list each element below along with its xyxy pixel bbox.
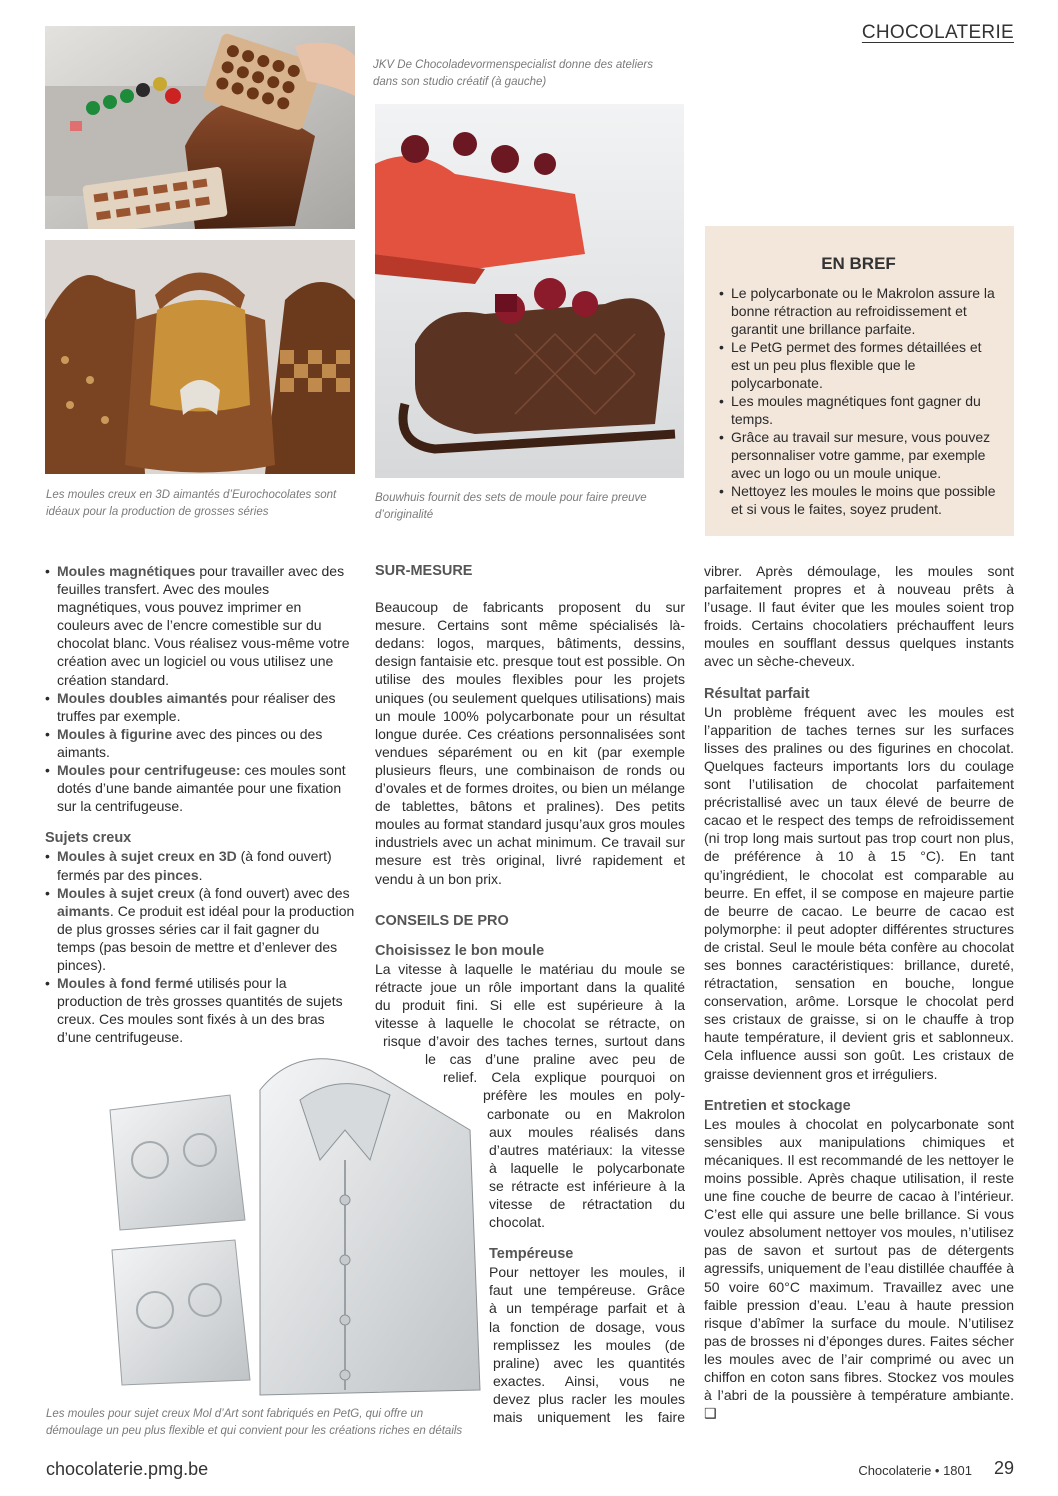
paragraph-intro: vibrer. Après démoulage, les moules sont parfaitement propres et à nouveau prêts à l’usage. Il faut éviter que les moules soient trop froids. Certains chocolatiers préchauffent leurs moules en soufflant dessus quelques instants avec un sèche-cheveux. xyxy=(704,563,1014,670)
summary-item: • Le PetG permet des formes détaillées et est un peu plus flexible que le polycarbonate. xyxy=(719,338,998,392)
photo-chocolate-handbags xyxy=(45,240,355,474)
summary-list xyxy=(719,284,998,518)
summary-item: • Grâce au travail sur mesure, vous pouvez personnaliser votre gamme, par exemple avec un logo ou un moule unique. xyxy=(719,428,998,482)
summary-item: • Le polycarbonate ou le Makrolon assure la bonne rétraction au refroidissement et garantit une brillance parfaite. xyxy=(719,284,998,338)
mold-types-list xyxy=(45,562,355,815)
list-item: • Moules doubles aimantés pour réaliser des truffes par exemple. xyxy=(45,689,355,725)
sleighs-illustration xyxy=(375,104,684,478)
caption-bouwhuis: Bouwhuis fournit des sets de moule pour faire preuve d’originalité xyxy=(375,492,647,521)
list-item: • Moules pour centrifugeuse: ces moules sont dotés d’une bande aimantée pour une fixation sur la centrifugeuse. xyxy=(45,761,355,815)
list-item: • Moules magnétiques pour travailler avec des feuilles transfert. Avec des moules magnétiques, vous pouvez imprimer en couleurs avec de l’encre comestible sur du chocolat blanc. Vous réalisez vous-même votre création avec un logiciel ou vous utilisez une création standard. xyxy=(45,562,355,689)
paragraph-sur-mesure: Beaucoup de fabricants proposent du sur mesure. Certains sont même spécialisés là-dedans: logos, marques, bâtiments, dessins, design fantaisie etc. presque tout est possible. On utilise des moules flexibles pour les projets uniques (ou seulement quelques utilisations) mais un moule 100% polycarbonate pour un résultat longue durée. Ces créations personnalisées sont vendues séparément ou en kit (par exemple plusieurs fleurs, une combinaison de ronds ou d’ovales et de formes droites, ou bien un mélange de tablettes, bâtons et pralines). Des petits moules au format standard jusqu’aux gros moules industriels avec un achat minimum. Ce travail sur mesure est très original, livré rapidement et vendu à un bon prix. xyxy=(375,599,685,887)
list-item: • Moules à sujet creux (à fond ouvert) avec des aimants. Ce produit est idéal pour la production de plus grosses séries car il fait gagner du temps (pas besoin de mettre et d’enlever des pinces). xyxy=(45,884,355,974)
machine-illustration xyxy=(45,26,355,229)
column-3 xyxy=(704,562,1014,1422)
subheading-tempereuse: Tempéreuse xyxy=(489,1246,574,1263)
subheading-sujets-creux: Sujets creux xyxy=(45,830,132,847)
summary-item: • Les moules magnétiques font gagner du temps. xyxy=(719,392,998,428)
paragraph-entretien: Les moules à chocolat en polycarbonate sont sensibles aux manipulations chimiques et mécaniques. Il est recommandé de les nettoyer le moins possible. Après chaque utilisation, il reste une fine couche de beurre de cacao à l’intérieur. C’est elle qui assure une belle brillance. Si vous voulez absolument nettoyer vos moules, n’utilisez pas de savon et surtout pas de détergents agressifs, uniquement de l’eau distillée chauffée à 50 voire 60°C maximum. Travaillez avec une faible pression d’eau. L’eau à haute pression risque d’abîmer la surface du moule. N’utilisez pas de brosses ni d’éponges dures. Faites sécher les moules avec de l’air comprimé ou avec un chiffon en coton sans fibres. Stockez vos moules à l’abri de la poussière à température ambiante. ❑ xyxy=(704,1115,1014,1422)
footer-issue: Chocolaterie • 1801 xyxy=(858,1463,972,1478)
hollow-molds-list xyxy=(45,847,355,1046)
heading-sur-mesure: SUR-MESURE xyxy=(375,563,473,579)
column-1 xyxy=(45,562,355,1046)
paragraph-resultat: Un problème fréquent avec les moules est l’apparition de taches ternes sur les surfaces lisses des pralines ou des figurines en chocolat. Quelques facteurs importants lors du coulage sont l’utilisation de chocolat parfaitement précristallisé avec un taux élevé de beurre de cacao et le respect des temps de refroidissement (ni trop long mais surtout pas trop court non plus, de préférence à 10 à 15 °C). En tant qu’ingrédient, le chocolat est comparable au beurre. En effet, il se compose en majeure partie de beurre de cacao. Le beurre de cacao est polymorphe: il peut adopter différentes structures de cristal. Seul le moule béta confère au chocolat ses bonnes caractéristiques: brillance, dureté, rétractation, sensation en bouche, longue conservation, arôme. Lorsque le chocolat perd ses cristaux de graisse, si on le chauffe à trop haute température, il devient gris et sablonneux. Cela influence aussi son goût. Les cristaux de graisse deviennent gros et irréguliers. xyxy=(704,703,1014,1082)
summary-box xyxy=(705,226,1014,536)
paragraph-choisissez: La vitesse à laquelle le matériau du moule se rétracte joue un rôle important dans la qualité du produit fini. Si elle est supérieure à la vitesse à laquelle le chocolat se rétracte, on risque d’avoir des taches ternes, surtout dans le cas d’une praline avec peu de relief. Cela explique pourquoi on préfère les moules en poly- carbonate ou en Makrolon aux moules réalisés dans d’autres matériaux: la vitesse à laquelle le polycarbonate se rétracte est inférieure à la vitesse de rétractation du chocolat. xyxy=(375,960,685,1231)
summary-item: • Nettoyez les moules le moins que possible et si vous le faites, soyez prudent. xyxy=(719,482,998,518)
column-2 xyxy=(375,562,685,1426)
list-item: • Moules à sujet creux en 3D (à fond ouvert) fermés par des pinces. xyxy=(45,847,355,883)
subheading-resultat: Résultat parfait xyxy=(704,685,810,702)
caption-jkv: JKV De Chocoladevormenspecialist donne des ateliers dans son studio créatif (à gauche) xyxy=(373,59,653,88)
summary-title: EN BREF xyxy=(821,254,896,273)
photo-chocolate-machine xyxy=(45,26,355,229)
section-title: CHOCOLATERIE xyxy=(861,22,1014,43)
handbags-illustration xyxy=(45,240,355,474)
list-item: • Moules à figurine avec des pinces ou des aimants. xyxy=(45,725,355,761)
heading-conseils: CONSEILS DE PRO xyxy=(375,912,509,929)
photo-chocolate-sleighs xyxy=(375,104,684,478)
list-item: • Moules à fond fermé utilisés pour la production de très grosses quantités de sujets creux. Ces moules sont fixés à un des bras d’une centrifugeuse. xyxy=(45,974,355,1046)
paragraph-tempereuse: Pour nettoyer les moules, il faut une tempéreuse. Grâce à un tempérage parfait et à la fonction de dosage, vous remplissez les moules (de praline) avec les quantités exactes. Ainsi, vous ne devez plus racler les moules mais uniquement les faire xyxy=(489,1264,685,1426)
caption-molart: Les moules pour sujet creux Mol d’Art sont fabriqués en PetG, qui offre un démoulage un peu plus flexible et qui convient pour les créations riches en détails xyxy=(46,1408,463,1437)
end-mark-icon: ❑ xyxy=(704,1405,717,1422)
caption-eurochocolates: Les moules creux en 3D aimantés d’Eurochocolates sont idéaux pour la production de grosses séries xyxy=(46,489,337,518)
page-number: 29 xyxy=(993,1458,1014,1478)
subheading-choisissez: Choisissez le bon moule xyxy=(375,942,545,959)
footer-website: chocolaterie.pmg.be xyxy=(46,1459,209,1479)
subheading-entretien: Entretien et stockage xyxy=(704,1097,851,1114)
